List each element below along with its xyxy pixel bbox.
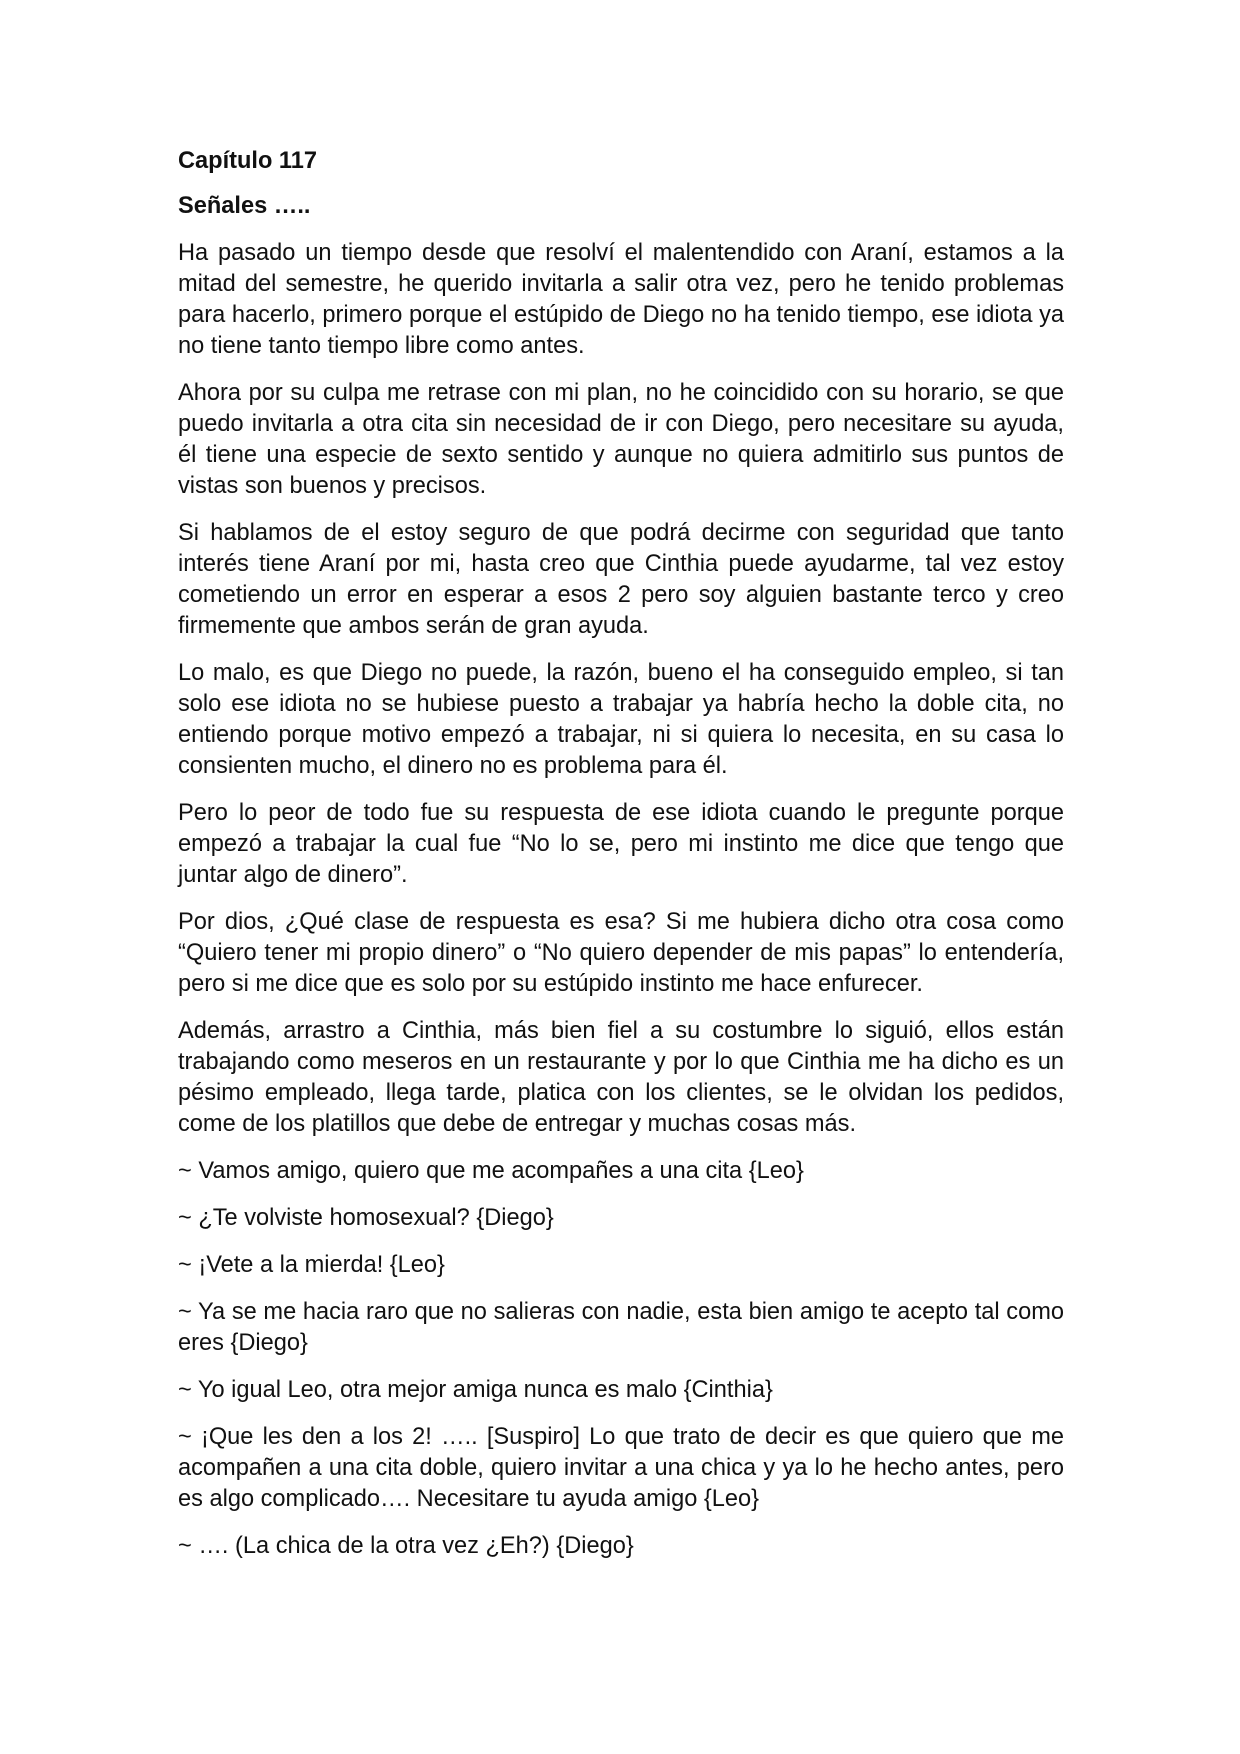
paragraph: Por dios, ¿Qué clase de respuesta es esa? Si me hubiera dicho otra cosa como “Quiero tener mi propio dinero” o “No quiero depender de mis papas” lo entendería, pero si me dice que es solo por su estúpido instinto me hace enfurecer. [178, 909, 1064, 997]
paragraph: Ha pasado un tiempo desde que resolví el malentendido con Araní, estamos a la mitad del semestre, he querido invitarla a salir otra vez, pero he tenido problemas para hacerlo, primero porque el estúpido de Diego no ha tenido tiempo, ese idiota ya no tiene tanto tiempo libre como antes. [178, 240, 1064, 359]
paragraph: Ahora por su culpa me retrase con mi plan, no he coincidido con su horario, se que puedo invitarla a otra cita sin necesidad de ir con Diego, pero necesitare su ayuda, él tiene una especie de sexto sentido y aunque no quiera admitirlo sus puntos de vistas son buenos y precisos. [178, 380, 1064, 499]
dialogue-line: ~ ¡Que les den a los 2! ….. [Suspiro] Lo que trato de decir es que quiero que me acompañen a una cita doble, quiero invitar a una chica y ya lo he hecho antes, pero es algo complicado…. Necesitare tu ayuda amigo {Leo} [178, 1424, 1064, 1512]
dialogue-line: ~ ¡Vete a la mierda! {Leo} [178, 1252, 445, 1278]
dialogue-line: ~ ¿Te volviste homosexual? {Diego} [178, 1205, 554, 1231]
dialogue-line: ~ …. (La chica de la otra vez ¿Eh?) {Diego} [178, 1533, 634, 1559]
section-title: Señales ….. [178, 193, 311, 219]
dialogue-line: ~ Yo igual Leo, otra mejor amiga nunca es malo {Cinthia} [178, 1377, 773, 1403]
paragraph: Pero lo peor de todo fue su respuesta de ese idiota cuando le pregunte porque empezó a trabajar la cual fue “No lo se, pero mi instinto me dice que tengo que juntar algo de dinero”. [178, 800, 1064, 888]
document-page [178, 146, 1064, 1578]
dialogue-line: ~ Ya se me hacia raro que no salieras con nadie, esta bien amigo te acepto tal como eres {Diego} [178, 1299, 1064, 1356]
paragraph: Además, arrastro a Cinthia, más bien fiel a su costumbre lo siguió, ellos están trabajando como meseros en un restaurante y por lo que Cinthia me ha dicho es un pésimo empleado, llega tarde, platica con los clientes, se le olvidan los pedidos, come de los platillos que debe de entregar y muchas cosas más. [178, 1018, 1064, 1137]
dialogue-line: ~ Vamos amigo, quiero que me acompañes a una cita {Leo} [178, 1158, 804, 1184]
paragraph: Lo malo, es que Diego no puede, la razón, bueno el ha conseguido empleo, si tan solo ese idiota no se hubiese puesto a trabajar ya habría hecho la doble cita, no entiendo porque motivo empezó a trabajar, ni si quiera lo necesita, en su casa lo consienten mucho, el dinero no es problema para él. [178, 660, 1064, 779]
chapter-title: Capítulo 117 [178, 148, 317, 174]
paragraph: Si hablamos de el estoy seguro de que podrá decirme con seguridad que tanto interés tiene Araní por mi, hasta creo que Cinthia puede ayudarme, tal vez estoy cometiendo un error en esperar a esos 2 pero soy alguien bastante terco y creo firmemente que ambos serán de gran ayuda. [178, 520, 1064, 639]
